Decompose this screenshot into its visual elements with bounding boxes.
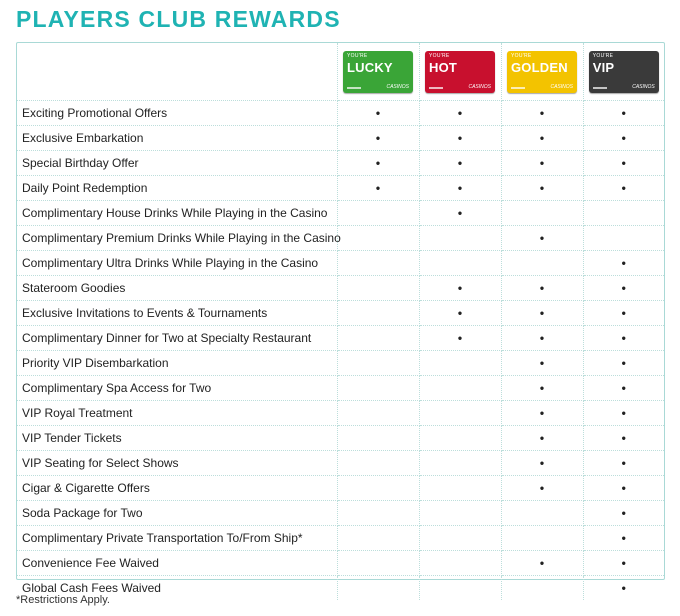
tier-bullet: • bbox=[583, 126, 664, 151]
tier-bullet bbox=[337, 276, 419, 301]
tier-bullet bbox=[419, 501, 501, 526]
tier-bullet: • bbox=[419, 176, 501, 201]
tier-bullet: • bbox=[419, 326, 501, 351]
benefit-label: Complimentary Premium Drinks While Playing in the Casino bbox=[17, 226, 337, 251]
tier-bullet: • bbox=[419, 201, 501, 226]
tier-bullet: • bbox=[583, 301, 664, 326]
table-row bbox=[17, 501, 664, 526]
card-brand: CASINOS bbox=[632, 83, 655, 90]
tier-bullet: • bbox=[501, 476, 583, 501]
tier-bullet bbox=[419, 551, 501, 576]
tier-bullet bbox=[501, 201, 583, 226]
tier-bullet: • bbox=[419, 276, 501, 301]
tier-bullet: • bbox=[419, 101, 501, 126]
tier-bullet bbox=[337, 551, 419, 576]
benefit-label: VIP Seating for Select Shows bbox=[17, 451, 337, 476]
tier-bullet: • bbox=[501, 451, 583, 476]
benefit-label: Exclusive Invitations to Events & Tournaments bbox=[17, 301, 337, 326]
tier-bullet: • bbox=[583, 251, 664, 276]
tier-bullet: • bbox=[501, 376, 583, 401]
golden-card bbox=[507, 51, 577, 93]
tier-vip-cell bbox=[583, 43, 664, 101]
tier-hot-cell bbox=[419, 43, 501, 101]
table-row bbox=[17, 376, 664, 401]
benefit-label: Priority VIP Disembarkation bbox=[17, 351, 337, 376]
tier-bullet: • bbox=[501, 101, 583, 126]
table-row bbox=[17, 251, 664, 276]
benefit-label: Special Birthday Offer bbox=[17, 151, 337, 176]
tier-bullet: • bbox=[621, 581, 626, 595]
tier-bullet: • bbox=[501, 351, 583, 376]
tier-bullet bbox=[501, 576, 583, 601]
table-row bbox=[17, 101, 664, 126]
rewards-table bbox=[16, 42, 665, 595]
benefit-label: Cigar & Cigarette Offers bbox=[17, 476, 337, 501]
table-row bbox=[17, 576, 664, 601]
tier-bullet bbox=[501, 501, 583, 526]
tier-bullet: • bbox=[501, 276, 583, 301]
vip-card bbox=[589, 51, 659, 93]
benefit-label: Complimentary House Drinks While Playing in the Casino bbox=[17, 201, 337, 226]
tier-bullet: • bbox=[501, 226, 583, 251]
tier-bullet: • bbox=[337, 176, 419, 201]
table-row bbox=[17, 226, 664, 251]
benefit-label: Convenience Fee Waived bbox=[17, 551, 337, 576]
tier-bullet bbox=[419, 451, 501, 476]
table-row bbox=[17, 176, 664, 201]
tier-bullet: • bbox=[583, 351, 664, 376]
table-row bbox=[17, 126, 664, 151]
card-youre: YOU'RE bbox=[592, 52, 614, 59]
card-fineprint bbox=[511, 87, 525, 89]
tier-bullet bbox=[419, 526, 501, 551]
tier-bullet bbox=[337, 451, 419, 476]
tier-bullet bbox=[583, 201, 664, 226]
tier-bullet bbox=[337, 426, 419, 451]
table-row bbox=[17, 326, 664, 351]
rewards-grid bbox=[17, 43, 664, 600]
benefit-label: Exclusive Embarkation bbox=[17, 126, 337, 151]
tier-bullet bbox=[419, 576, 501, 601]
tier-bullet: • bbox=[337, 151, 419, 176]
tier-bullet bbox=[419, 376, 501, 401]
tier-bullet bbox=[419, 251, 501, 276]
tier-bullet bbox=[337, 476, 419, 501]
card-fineprint bbox=[429, 87, 443, 89]
tier-bullet bbox=[419, 426, 501, 451]
tier-golden-cell bbox=[501, 43, 583, 101]
tier-lucky-cell bbox=[337, 43, 419, 101]
tier-bullet bbox=[337, 351, 419, 376]
tier-bullet: • bbox=[583, 401, 664, 426]
header-blank-cell bbox=[17, 43, 337, 101]
tier-bullet: • bbox=[583, 426, 664, 451]
benefit-label: Soda Package for Two bbox=[17, 501, 337, 526]
restrictions-note: *Restrictions Apply. bbox=[16, 594, 110, 606]
tier-bullet bbox=[337, 251, 419, 276]
tier-bullet bbox=[337, 326, 419, 351]
benefit-label: Stateroom Goodies bbox=[17, 276, 337, 301]
tier-bullet: • bbox=[501, 176, 583, 201]
tier-bullet: • bbox=[501, 401, 583, 426]
tier-bullet: • bbox=[583, 551, 664, 576]
tier-bullet: • bbox=[501, 426, 583, 451]
card-youre: YOU'RE bbox=[429, 52, 450, 59]
benefit-label: Complimentary Spa Access for Two bbox=[17, 376, 337, 401]
tier-bullet: • bbox=[583, 151, 664, 176]
table-row bbox=[17, 401, 664, 426]
tier-bullet bbox=[337, 576, 419, 601]
tier-bullet: • bbox=[583, 476, 664, 501]
benefit-label: VIP Tender Tickets bbox=[17, 426, 337, 451]
table-row bbox=[17, 526, 664, 551]
benefit-label: VIP Royal Treatment bbox=[17, 401, 337, 426]
tier-bullet: • bbox=[583, 326, 664, 351]
tier-bullet: • bbox=[501, 301, 583, 326]
card-fineprint bbox=[593, 87, 607, 89]
card-fineprint bbox=[347, 87, 361, 89]
tier-bullet: • bbox=[583, 176, 664, 201]
tier-bullet: • bbox=[583, 276, 664, 301]
tier-header-row bbox=[17, 43, 664, 101]
tier-bullet bbox=[501, 251, 583, 276]
table-row bbox=[17, 476, 664, 501]
tier-bullet: • bbox=[583, 376, 664, 401]
tier-bullet: • bbox=[337, 101, 419, 126]
tier-bullet: • bbox=[501, 151, 583, 176]
benefit-label: Exciting Promotional Offers bbox=[17, 101, 337, 126]
table-row bbox=[17, 426, 664, 451]
tier-bullet: • bbox=[419, 126, 501, 151]
card-name: HOT bbox=[429, 59, 458, 75]
card-name: LUCKY bbox=[347, 59, 393, 75]
tier-bullet: • bbox=[419, 301, 501, 326]
card-brand: CASINOS bbox=[550, 83, 573, 90]
hot-card bbox=[425, 51, 495, 93]
tier-bullet bbox=[501, 526, 583, 551]
tier-bullet: • bbox=[419, 151, 501, 176]
rewards-table-body bbox=[17, 43, 664, 600]
page-title: PLAYERS CLUB REWARDS bbox=[16, 6, 341, 32]
card-brand: CASINOS bbox=[386, 83, 409, 90]
table-row bbox=[17, 301, 664, 326]
tier-bullet bbox=[583, 226, 664, 251]
card-name: VIP bbox=[592, 59, 615, 75]
card-youre: YOU'RE bbox=[511, 52, 532, 59]
tier-bullet bbox=[337, 401, 419, 426]
tier-bullet: • bbox=[583, 101, 664, 126]
tier-bullet bbox=[337, 201, 419, 226]
tier-bullet bbox=[337, 526, 419, 551]
tier-bullet: • bbox=[501, 326, 583, 351]
tier-bullet: • bbox=[337, 126, 419, 151]
tier-bullet: • bbox=[583, 526, 664, 551]
tier-bullet bbox=[337, 376, 419, 401]
tier-bullet bbox=[337, 226, 419, 251]
tier-bullet bbox=[419, 351, 501, 376]
table-row bbox=[17, 276, 664, 301]
tier-bullet bbox=[337, 301, 419, 326]
table-row bbox=[17, 201, 664, 226]
tier-bullet: • bbox=[501, 126, 583, 151]
card-youre: YOU'RE bbox=[347, 52, 368, 59]
table-row bbox=[17, 451, 664, 476]
tier-bullet: • bbox=[583, 451, 664, 476]
lucky-card bbox=[343, 51, 413, 93]
tier-bullet: • bbox=[583, 501, 664, 526]
tier-bullet bbox=[337, 501, 419, 526]
table-row bbox=[17, 151, 664, 176]
tier-bullet bbox=[419, 401, 501, 426]
tier-bullet bbox=[419, 476, 501, 501]
benefit-label: Global Cash Fees Waived bbox=[17, 576, 337, 601]
tier-bullet bbox=[419, 226, 501, 251]
benefit-label: Complimentary Private Transportation To/From Ship* bbox=[17, 526, 337, 551]
tier-bullet: • bbox=[501, 551, 583, 576]
benefit-label: Complimentary Ultra Drinks While Playing in the Casino bbox=[17, 251, 337, 276]
benefit-label: Daily Point Redemption bbox=[17, 176, 337, 201]
table-row bbox=[17, 551, 664, 576]
table-row bbox=[17, 351, 664, 376]
card-name: GOLDEN bbox=[511, 59, 568, 75]
card-brand: CASINOS bbox=[468, 83, 491, 90]
benefit-label: Complimentary Dinner for Two at Specialty Restaurant bbox=[17, 326, 337, 351]
